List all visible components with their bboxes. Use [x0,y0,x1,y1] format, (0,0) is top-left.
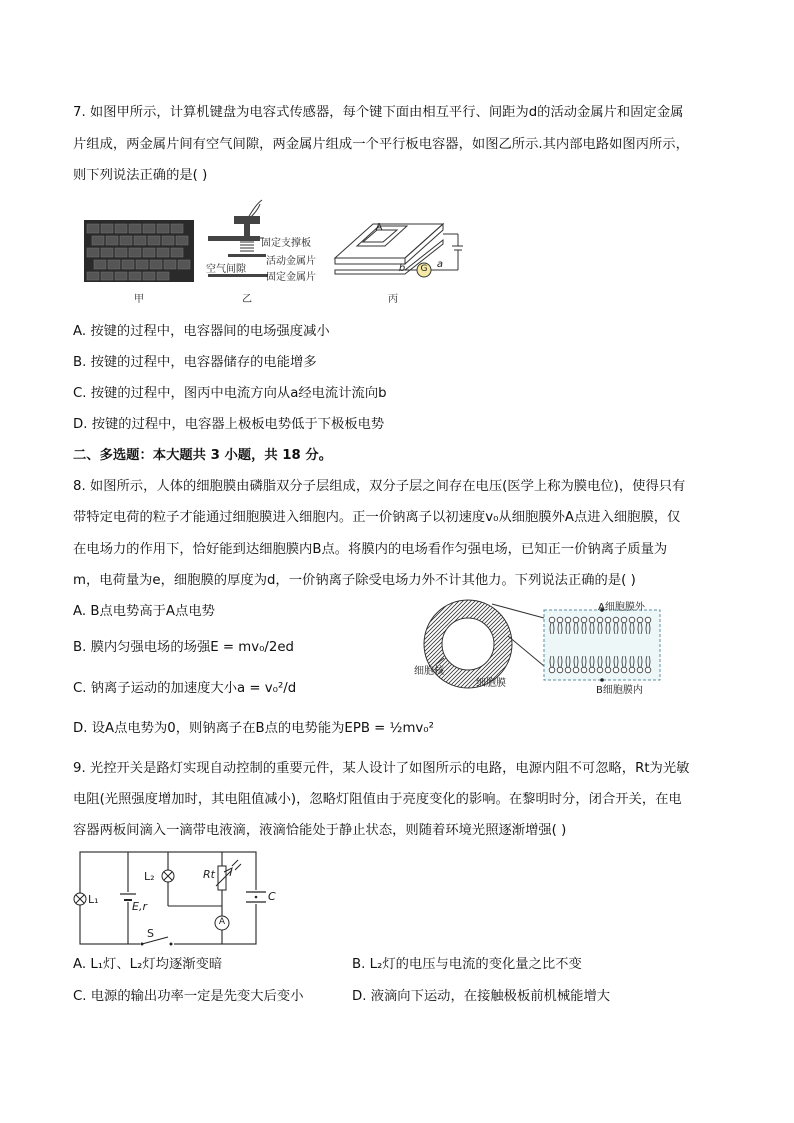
label-Er: E,r [132,900,147,913]
q7-option-A: A. 按键的过程中，电容器间的电场强度减小 [73,324,330,339]
keyboard-photo [84,220,194,282]
label-key-A: A [375,222,383,233]
q9-option-A: A. L₁灯、L₂灯均逐渐变暗 [73,957,223,972]
label-nucleus: 细胞核 [414,666,444,677]
q7-stem-line-3: 则下列说法正确的是( ) [73,168,208,183]
label-b: b [398,263,406,274]
q7-stem-line-1: 7. 如图甲所示，计算机键盘为电容式传感器，每个键下面由相互平行、间距为d的活动金属片和固定金属 [73,105,684,120]
label-C: C [268,890,276,903]
label-fixed-plate: 固定金属片 [266,272,316,283]
key-capacitor-diagram [204,196,329,288]
galvanometer-icon: G [420,264,428,274]
q8-option-D: D. 设A点电势为0，则钠离子在B点的电势能为EPB = ½mv₀² [73,721,434,736]
label-membrane: 细胞膜 [476,678,506,689]
q7-option-B: B. 按键的过程中，电容器储存的电能增多 [73,355,317,370]
ammeter-icon: A [218,917,226,927]
label-fixed-support: 固定支撑板 [261,238,311,249]
photoresistor-circuit-diagram [72,846,282,950]
label-moving-plate: 活动金属片 [266,256,316,267]
label-L2: L₂ [144,870,155,883]
cell-membrane-diagram [412,596,677,696]
q7-option-D: D. 按键的过程中，电容器上极板电势低于下极板电势 [73,417,385,432]
label-L1: L₁ [88,893,99,906]
label-S: S [147,927,154,940]
section-heading: 二、多选题：本大题共 3 小题，共 18 分。 [73,448,333,463]
q8-stem-line-3: 在电场力的作用下，恰好能到达细胞膜内B点。将膜内的电场看作匀强电场，已知正一价钠离子质量为 [73,542,668,557]
q8-option-A: A. B点电势高于A点电势 [73,604,215,619]
q9-stem-line-1: 9. 光控开关是路灯实现自动控制的重要元件，某人设计了如图所示的电路，电源内阻不可忽略，Rt为光敏 [73,761,690,776]
q8-stem-line-2: 带特定电荷的粒子才能通过细胞膜进入细胞内。正一价钠离子以初速度v₀从细胞膜外A点进入细胞膜，仅 [73,510,681,525]
label-a: a [436,259,444,270]
q8-stem-line-1: 8. 如图所示，人体的细胞膜由磷脂双分子层组成，双分子层之间存在电压(医学上称为膜电位)，使得只有 [73,479,686,494]
q9-stem-line-3: 容器两板间滴入一滴带电液滴，液滴恰能处于静止状态，则随着环境光照逐渐增强( ) [73,823,567,838]
q9-option-B: B. L₂灯的电压与电流的变化量之比不变 [352,957,582,972]
q7-option-C: C. 按键的过程中，图丙中电流方向从a经电流计流向b [73,386,387,401]
q7-stem-line-2: 片组成，两金属片间有空气间隙，两金属片组成一个平行板电容器，如图乙所示.其内部电路如图丙所示， [73,137,689,152]
fig-label-yi: 乙 [242,294,252,305]
label-A-outside: A细胞膜外 [598,602,645,613]
q9-option-D: D. 液滴向下运动，在接触极板前机械能增大 [352,989,611,1004]
label-air-gap: 空气间隙 [206,264,246,275]
q8-stem-line-4: m，电荷量为e，细胞膜的厚度为d，一价钠离子除受电场力外不计其他力。下列说法正确的是( ) [73,573,636,588]
fig-label-bing: 丙 [388,294,398,305]
label-Rt: Rt [203,868,215,881]
q8-option-B: B. 膜内匀强电场的场强E = mv₀/2ed [73,640,294,655]
q9-option-C: C. 电源的输出功率一定是先变大后变小 [73,989,304,1004]
fig-label-jia: 甲 [134,294,144,305]
label-B-inside: B细胞膜内 [596,685,643,696]
q9-stem-line-2: 电阻(光照强度增加时，其电阻值减小)，忽略灯阻值由于亮度变化的影响。在黎明时分，闭合开关，在电 [73,792,682,807]
keyboard-circuit-diagram [333,210,463,290]
q8-option-C: C. 钠离子运动的加速度大小a = v₀²/d [73,681,297,696]
